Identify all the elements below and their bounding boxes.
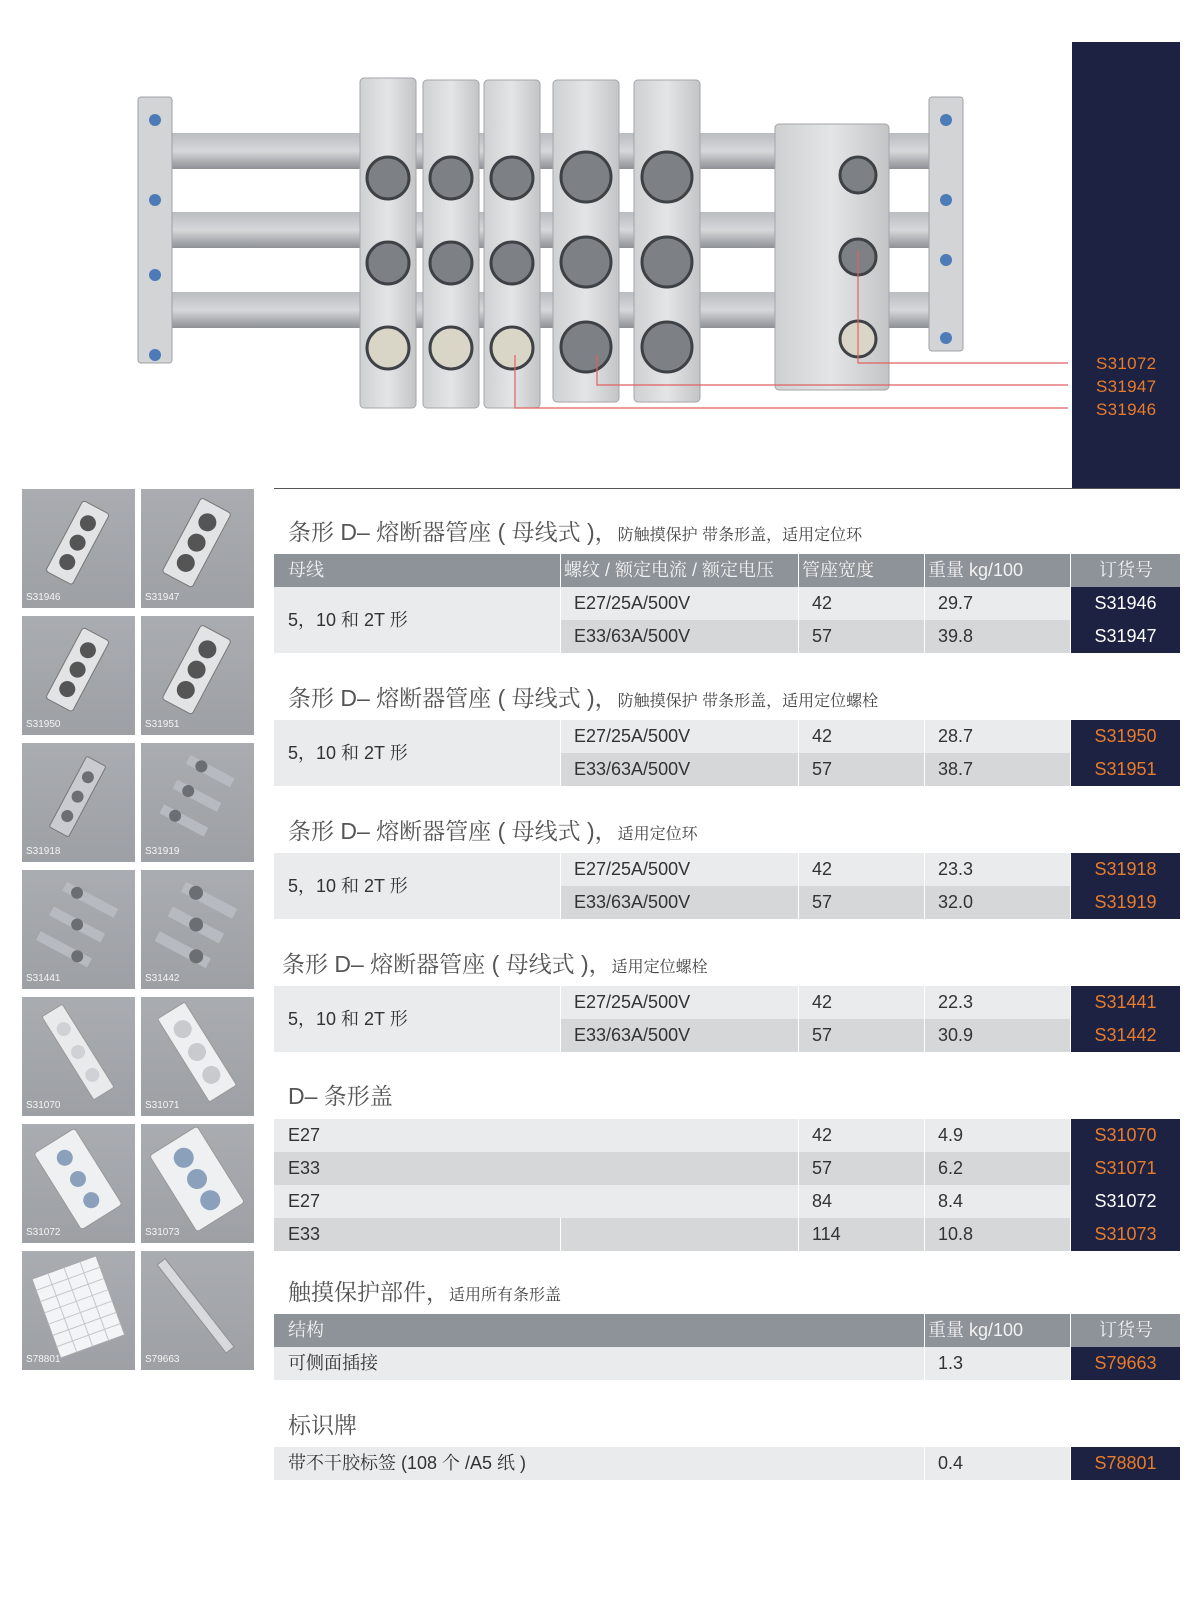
column-divider	[798, 986, 799, 1052]
section-subheading: 适用所有条形盖	[449, 1287, 562, 1304]
weight-cell: 8.4	[938, 1191, 964, 1211]
order-code: S31441	[1071, 986, 1180, 1019]
column-divider	[798, 1119, 799, 1251]
column-divider	[1070, 1119, 1071, 1251]
type-cell: E33	[288, 1158, 321, 1178]
thumbnail-code: S31950	[26, 719, 61, 730]
label-sheet-icon	[22, 1251, 135, 1370]
width-cell: 57	[812, 759, 833, 779]
type-cell: E27	[288, 1125, 321, 1145]
width-cell: 57	[812, 1158, 833, 1178]
section-title	[288, 1274, 561, 1307]
spec-cell: E27/25A/500V	[574, 593, 691, 613]
column-divider	[924, 1119, 925, 1251]
column-divider	[924, 554, 925, 653]
weight-cell: 6.2	[938, 1158, 964, 1178]
column-divider	[924, 986, 925, 1052]
column-divider	[924, 853, 925, 919]
section-heading: 条形 D– 熔断器管座 ( 母线式 )，	[288, 685, 618, 711]
header-order-code: 订货号	[1099, 1320, 1153, 1340]
order-code: S31947	[1071, 620, 1180, 653]
column-divider	[798, 554, 799, 653]
thumbnail-code: S31073	[145, 1227, 180, 1238]
callout-label: S31072	[1096, 354, 1157, 373]
table-header-row	[274, 1314, 1180, 1347]
header-order-code: 订货号	[1099, 560, 1153, 580]
desc-cell: 带不干胶标签 (108 个 /A5 纸 )	[288, 1453, 527, 1473]
weight-cell: 38.7	[938, 759, 974, 779]
section-subheading: 适用定位环	[617, 826, 698, 843]
navy-side-band	[1072, 42, 1180, 489]
desc-cell: 可侧面插接	[288, 1353, 378, 1373]
table-header-row	[274, 554, 1180, 587]
order-code: S78801	[1071, 1447, 1180, 1480]
section-title	[288, 514, 862, 547]
thumbnail-card	[141, 616, 254, 735]
section-title	[282, 946, 708, 979]
strip-cover-icon	[141, 997, 254, 1116]
header-weight: 重量 kg/100	[928, 1320, 1024, 1340]
column-divider	[1070, 1447, 1071, 1480]
section-heading: 条形 D– 熔断器管座 ( 母线式 )，	[288, 519, 618, 545]
table-row	[274, 1119, 1180, 1152]
section-subheading: 防触摸保护 带条形盖，适用定位螺栓	[617, 693, 879, 710]
touch-guard-rail-icon	[141, 1251, 254, 1370]
order-code: S31442	[1071, 1019, 1180, 1052]
column-divider	[1070, 554, 1071, 653]
spec-cell: E33/63A/500V	[574, 1025, 691, 1045]
section-divider	[274, 488, 1180, 489]
width-cell: 57	[812, 1025, 833, 1045]
column-divider	[1070, 720, 1071, 786]
thumbnail-card	[22, 1251, 135, 1370]
width-cell: 114	[812, 1224, 841, 1244]
column-divider	[1070, 1314, 1071, 1380]
thumbnail-card	[22, 1124, 135, 1243]
weight-cell: 32.0	[938, 892, 974, 912]
width-cell: 42	[812, 859, 833, 879]
column-divider	[924, 720, 925, 786]
table-row	[274, 1218, 1180, 1251]
thumbnail-code: S31951	[145, 719, 180, 730]
column-divider	[924, 1314, 925, 1380]
thumbnail-card	[22, 489, 135, 608]
column-divider	[1070, 853, 1071, 919]
busbar-cell: 5，10 和 2T 形	[274, 853, 560, 919]
weight-cell: 0.4	[938, 1453, 964, 1473]
section-heading: 条形 D– 熔断器管座 ( 母线式 )，	[288, 818, 618, 844]
section-heading: 触摸保护部件，	[288, 1279, 449, 1305]
order-code: S79663	[1071, 1347, 1180, 1380]
strip-cover-wide-icon	[141, 1124, 254, 1243]
thumbnail-card	[141, 997, 254, 1116]
table-row	[274, 1447, 1180, 1480]
order-code: S31918	[1071, 853, 1180, 886]
fuse-base-open-icon	[141, 743, 254, 862]
busbar-cell: 5，10 和 2T 形	[274, 587, 560, 653]
thumbnail-card	[141, 1124, 254, 1243]
spec-cell: E27/25A/500V	[574, 726, 691, 746]
thumbnail-code: S31919	[145, 846, 180, 857]
table-row	[274, 1152, 1180, 1185]
weight-cell: 22.3	[938, 992, 974, 1012]
width-cell: 42	[812, 593, 833, 613]
column-divider	[798, 720, 799, 786]
thumbnail-code: S31946	[26, 592, 61, 603]
width-cell: 42	[812, 1125, 833, 1145]
thumbnail-code: S31441	[26, 973, 61, 984]
width-cell: 57	[812, 892, 833, 912]
busbar-assembly-illustration	[0, 0, 1200, 490]
header-structure: 结构	[288, 1320, 324, 1340]
thumbnail-code: S31918	[26, 846, 61, 857]
width-cell: 42	[812, 726, 833, 746]
fuse-base-3-icon	[22, 489, 135, 608]
strip-cover-wide-icon	[22, 1124, 135, 1243]
weight-cell: 30.9	[938, 1025, 974, 1045]
thumbnail-code: S31442	[145, 973, 180, 984]
column-divider	[560, 554, 561, 653]
column-divider	[560, 853, 561, 919]
strip-cover-icon	[22, 997, 135, 1116]
order-code: S31950	[1071, 720, 1180, 753]
thumbnail-card	[141, 870, 254, 989]
fuse-base-3-icon	[22, 616, 135, 735]
header-width: 管座宽度	[802, 560, 874, 580]
section-subheading: 防触摸保护 带条形盖，适用定位环	[617, 527, 863, 544]
fuse-base-3-icon	[141, 616, 254, 735]
thumbnail-card	[141, 489, 254, 608]
width-cell: 42	[812, 992, 833, 1012]
order-code: S31073	[1071, 1218, 1180, 1251]
type-cell: E33	[288, 1224, 321, 1244]
type-cell: E27	[288, 1191, 321, 1211]
order-code: S31071	[1071, 1152, 1180, 1185]
thumbnail-card	[141, 743, 254, 862]
thumbnail-code: S79663	[145, 1354, 180, 1365]
order-code: S31951	[1071, 753, 1180, 786]
column-divider	[560, 720, 561, 786]
busbar-cell: 5，10 和 2T 形	[274, 720, 560, 786]
thumbnail-code: S31070	[26, 1100, 61, 1111]
thumbnail-card	[22, 616, 135, 735]
weight-cell: 39.8	[938, 626, 974, 646]
section-heading: 标识牌	[288, 1412, 357, 1438]
weight-cell: 1.3	[938, 1353, 964, 1373]
thumbnail-code: S31947	[145, 592, 180, 603]
weight-cell: 4.9	[938, 1125, 964, 1145]
section-heading: 条形 D– 熔断器管座 ( 母线式 )，	[282, 951, 612, 977]
width-cell: 84	[812, 1191, 833, 1211]
section-heading: D– 条形盖	[288, 1083, 393, 1109]
busbar-cell: 5，10 和 2T 形	[274, 986, 560, 1052]
order-code: S31070	[1071, 1119, 1180, 1152]
weight-cell: 28.7	[938, 726, 974, 746]
section-title	[288, 680, 878, 713]
fuse-base-open-icon	[22, 743, 135, 862]
thumbnail-card	[22, 870, 135, 989]
thumbnail-code: S78801	[26, 1354, 61, 1365]
header-spec: 螺纹 / 额定电流 / 额定电压	[564, 560, 775, 580]
width-cell: 57	[812, 626, 833, 646]
spec-cell: E33/63A/500V	[574, 892, 691, 912]
header-busbar: 母线	[288, 560, 324, 580]
spec-cell: E27/25A/500V	[574, 859, 691, 879]
order-code: S31946	[1071, 587, 1180, 620]
weight-cell: 29.7	[938, 593, 974, 613]
callout-label: S31946	[1096, 400, 1157, 419]
callout-label: S31947	[1096, 377, 1157, 396]
section-title	[288, 1407, 357, 1440]
section-title	[288, 813, 698, 846]
weight-cell: 23.3	[938, 859, 974, 879]
thumbnail-code: S31072	[26, 1227, 61, 1238]
order-code: S31072	[1071, 1185, 1180, 1218]
spec-cell: E33/63A/500V	[574, 626, 691, 646]
thumbnail-card	[22, 743, 135, 862]
column-divider	[924, 1447, 925, 1480]
order-code: S31919	[1071, 886, 1180, 919]
thumbnail-card	[22, 997, 135, 1116]
column-divider	[560, 986, 561, 1052]
section-title	[288, 1078, 393, 1111]
spec-cell: E33/63A/500V	[574, 759, 691, 779]
column-divider	[560, 1218, 561, 1251]
thumbnail-card	[141, 1251, 254, 1370]
hero-product-photo	[0, 0, 1200, 490]
column-divider	[1070, 986, 1071, 1052]
table-row	[274, 1185, 1180, 1218]
header-weight: 重量 kg/100	[928, 560, 1024, 580]
fuse-base-3-icon	[141, 489, 254, 608]
table-row	[274, 1347, 1180, 1380]
fuse-base-bolt-icon	[22, 870, 135, 989]
column-divider	[798, 853, 799, 919]
spec-cell: E27/25A/500V	[574, 992, 691, 1012]
section-subheading: 适用定位螺栓	[611, 959, 708, 976]
fuse-base-bolt-icon	[141, 870, 254, 989]
weight-cell: 10.8	[938, 1224, 974, 1244]
thumbnail-code: S31071	[145, 1100, 180, 1111]
